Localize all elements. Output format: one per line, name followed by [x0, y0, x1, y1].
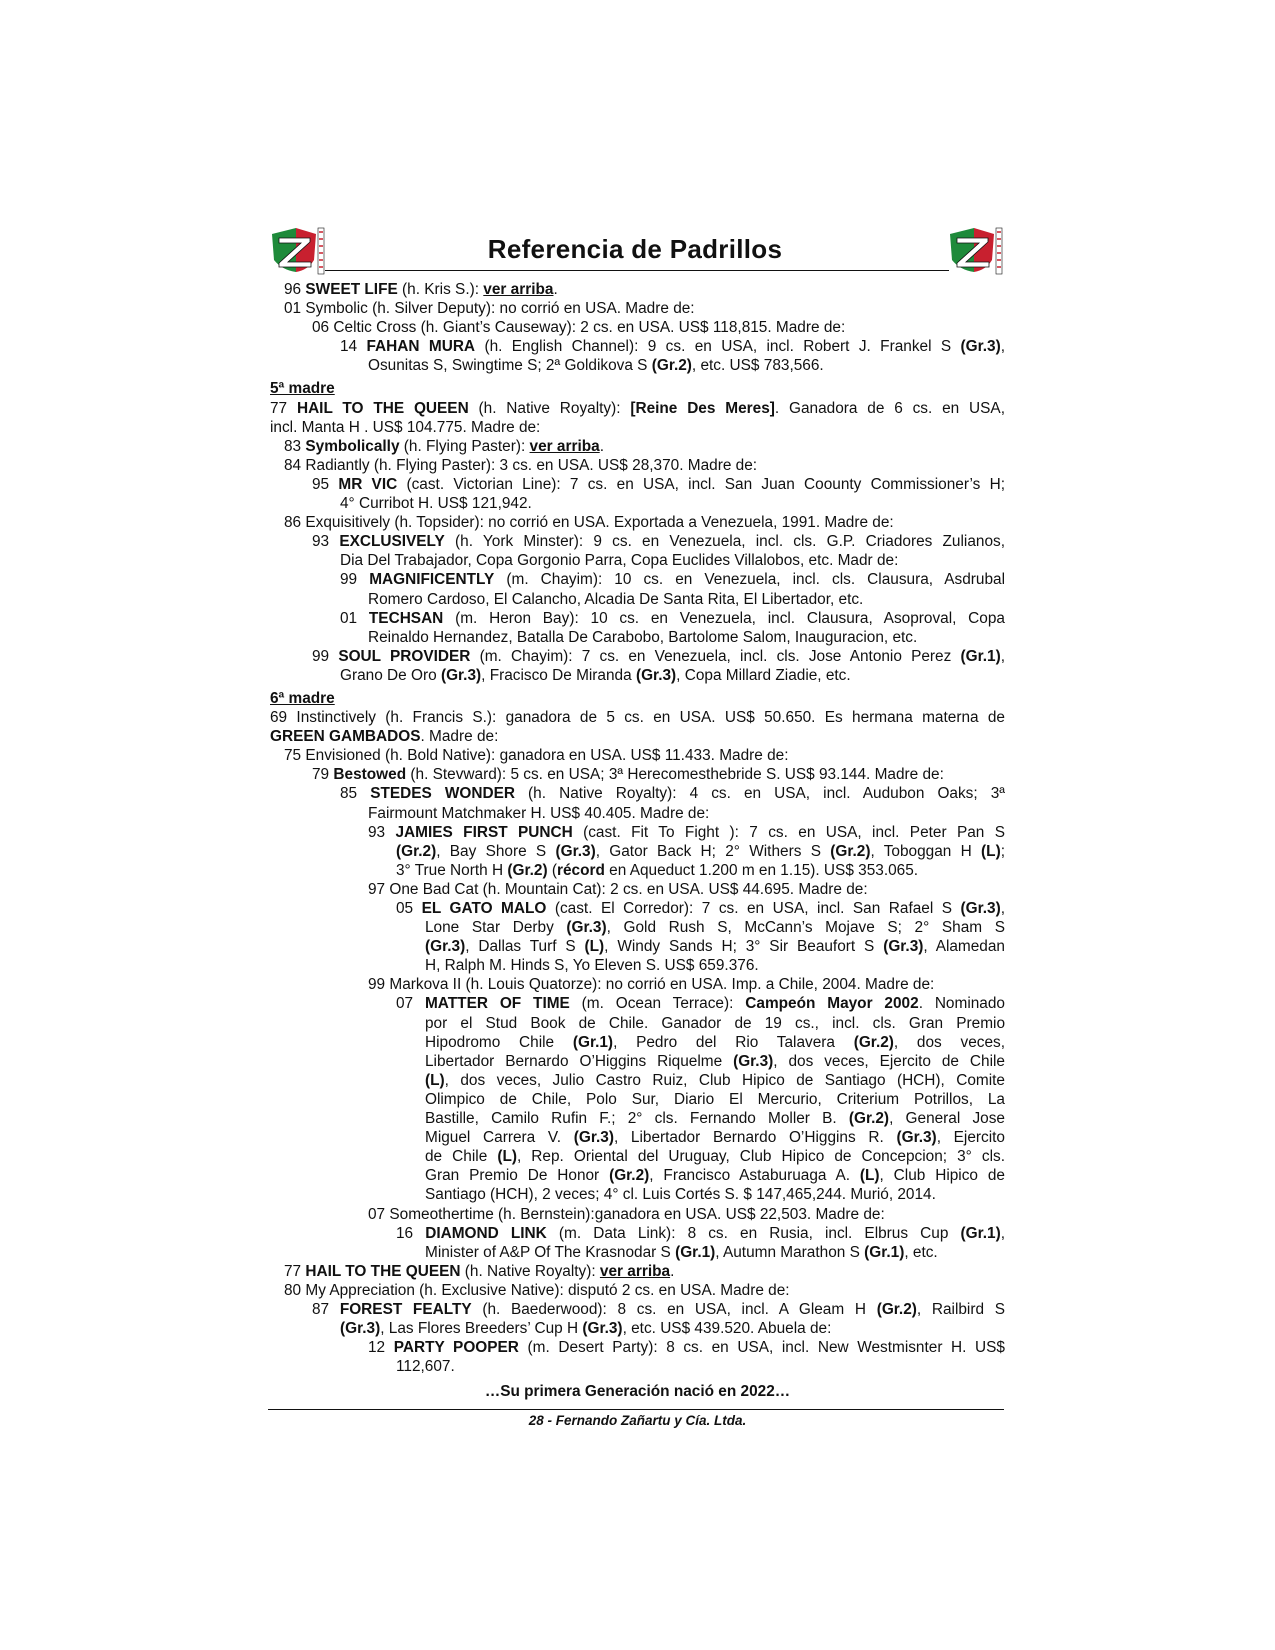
pedigree-line: [270, 280, 1005, 299]
pedigree-line: [270, 356, 1005, 375]
pedigree-line: [270, 513, 1005, 532]
text-run: 97 One Bad Cat (h. Mountain Cat): 2 cs. en USA. US$ 44.695. Madre de:: [368, 880, 868, 898]
bold-text: PARTY POOPER: [393, 1339, 519, 1357]
bold-text: (Gr.1): [572, 1033, 614, 1051]
text-run: , Libertador Bernardo O’Higgins R.: [613, 1129, 897, 1147]
text-run: , etc. US$ 439.520. Abuela de:: [622, 1320, 832, 1338]
text-run: (cast. Fit To Fight ): 7 cs. en USA, incl. Peter Pan S: [572, 823, 1005, 841]
text-run: Osunitas S, Swingtime S; 2ª Goldikova S: [368, 357, 652, 375]
pedigree-line: [270, 1033, 1005, 1052]
text-run: 96: [284, 281, 306, 298]
text-run: de Chile: [425, 1148, 498, 1166]
text-run: 93: [312, 533, 340, 551]
bold-text: STEDES WONDER: [370, 785, 515, 803]
pedigree-line: [270, 804, 1005, 823]
bold-text: (Gr.3): [425, 938, 466, 956]
bold-text: (Gr.3): [960, 338, 1001, 356]
text-run: , Fracisco De Miranda: [481, 666, 636, 684]
text-run: 14: [340, 338, 367, 356]
text-run: Gran Premio De Honor: [425, 1167, 610, 1185]
text-run: (m. Data Link): 8 cs. en Rusia, incl. Elbrus Cup: [546, 1224, 961, 1242]
bold-text: (Gr.3): [960, 900, 1001, 917]
pedigree-line: [270, 1014, 1005, 1033]
pedigree-line: [270, 746, 1005, 765]
pedigree-line: [270, 494, 1005, 513]
text-run: H, Ralph M. Hinds S, Yo Eleven S. US$ 659.376.: [425, 957, 759, 975]
text-run: incl. Manta H . US$ 104.775. Madre de:: [270, 418, 541, 436]
bold-text: (Gr.1): [960, 647, 1001, 665]
text-run: , etc. US$ 783,566.: [691, 357, 824, 375]
text-run: 75 Envisioned (h. Bold Native): ganadora en USA. US$ 11.433. Madre de:: [284, 747, 789, 765]
text-run: Dia Del Trabajador, Copa Gorgonio Parra, Copa Euclides Villalobos, etc. Madr de:: [340, 552, 899, 570]
text-run: 12: [368, 1339, 394, 1357]
text-run: (cast. El Corredor): 7 cs. en USA, incl. San Rafael S: [546, 900, 961, 917]
bold-text: (Gr.3): [883, 938, 924, 956]
text-run: 85: [340, 785, 371, 803]
pedigree-line: [270, 823, 1005, 842]
text-run: 4° Curribot H. US$ 121,942.: [340, 495, 532, 513]
bold-text: Symbolically: [305, 437, 400, 455]
page-title: Referencia de Padrillos: [487, 234, 783, 264]
bold-text: SOUL PROVIDER: [338, 647, 471, 665]
bold-text: (Gr.3): [440, 666, 482, 684]
bold-text: MAGNIFICENTLY: [369, 571, 495, 589]
pedigree-line: [270, 532, 1005, 551]
text-run: 01 Symbolic (h. Silver Deputy): no corrió en USA. Madre de:: [284, 300, 695, 318]
text-run: ,: [1000, 647, 1005, 665]
pedigree-line: [270, 765, 1005, 784]
pedigree-line: [270, 647, 1005, 666]
text-run: , Club Hipico de: [879, 1167, 1005, 1185]
text-run: , Gator Back H; 2° Withers S: [595, 842, 831, 860]
text-run: Olimpico de Chile, Polo Sur, Diario El Mercurio, Criterium Potrillos, La: [425, 1090, 1005, 1108]
closing-note: …Su primera Generación nació en 2022…: [484, 1383, 791, 1400]
text-run: Bastille, Camilo Rufin F.; 2° cls. Fernando Moller B.: [425, 1110, 849, 1128]
pedigree-line: [270, 337, 1005, 356]
text-run: 83: [284, 437, 306, 455]
bold-text: (Gr.2): [396, 842, 437, 860]
pedigree-line: [270, 1090, 1005, 1109]
bold-text: (Gr.2): [609, 1167, 650, 1185]
text-run: 05: [396, 900, 422, 917]
pedigree-line: [270, 1071, 1005, 1090]
pedigree-line: [270, 937, 1005, 956]
text-run: 16: [396, 1224, 426, 1242]
text-run: Lone Star Derby: [425, 919, 567, 937]
pedigree-line: [270, 299, 1005, 318]
bold-text[interactable]: ver arriba: [599, 1262, 671, 1280]
bold-text: (L): [584, 938, 605, 956]
pedigree-line: [270, 437, 1005, 456]
text-run: 80 My Appreciation (h. Exclusive Native): disputó 2 cs. en USA. Madre de:: [284, 1281, 790, 1299]
text-run: , Pedro del Rio Talavera: [613, 1033, 854, 1051]
bold-text: TECHSAN: [368, 609, 444, 627]
text-run: 112,607.: [396, 1358, 455, 1376]
text-run: 99 Markova II (h. Louis Quatorze): no corrió en USA. Imp. a Chile, 2004. Madre de:: [368, 976, 935, 994]
text-run: , Autumn Marathon S: [715, 1243, 865, 1261]
text-run: (h. English Channel): 9 cs. en USA, incl. Robert J. Frankel S: [475, 338, 961, 356]
bold-text: (Gr.1): [960, 1224, 1001, 1242]
pedigree-line: [270, 727, 1005, 746]
text-run: 93: [368, 823, 396, 841]
bold-text: (Gr.2): [651, 357, 692, 375]
text-run: 06 Celtic Cross (h. Giant’s Causeway): 2 cs. en USA. US$ 118,815. Madre de:: [312, 319, 846, 337]
zr-remates-logo-left: [270, 226, 326, 276]
pedigree-line: [270, 1300, 1005, 1319]
footer-divider: [268, 1409, 1004, 1410]
text-run: (m. Chayim): 7 cs. en Venezuela, incl. cls. Jose Antonio Perez: [470, 647, 961, 665]
pedigree-line: [270, 956, 1005, 975]
pedigree-line: [270, 551, 1005, 570]
bold-text: JAMIES FIRST PUNCH: [395, 823, 573, 841]
bold-text: FAHAN MURA: [366, 338, 476, 356]
text-run: , Gold Rush S, McCann’s Mojave S; 2° Sham S: [606, 919, 1005, 937]
pedigree-line: [270, 842, 1005, 861]
text-run: , Las Flores Breeders’ Cup H: [380, 1320, 583, 1338]
bold-text: [Reine Des Meres]: [630, 399, 775, 417]
text-run: Reinaldo Hernandez, Batalla De Carabobo, Bartolome Salom, Inauguracion, etc.: [368, 628, 918, 646]
bold-text: (Gr.3): [566, 919, 607, 937]
text-run: (h. Native Royalty):: [460, 1262, 600, 1280]
bold-text: (Gr.2): [876, 1300, 917, 1318]
text-run: (h. Kris S.):: [397, 281, 484, 298]
bold-text: (L): [859, 1167, 880, 1185]
text-run: .: [670, 1262, 675, 1280]
pedigree-line: [270, 1052, 1005, 1071]
text-run: , Rep. Oriental del Uruguay, Club Hipico de Concepcion; 3° cls.: [516, 1148, 1005, 1166]
pedigree-line: [270, 918, 1005, 937]
section-heading: [270, 379, 1005, 398]
text-run: ,: [1000, 1224, 1005, 1242]
bold-text[interactable]: ver arriba: [529, 437, 600, 455]
text-run: ,: [1000, 900, 1005, 917]
text-run: 99: [312, 647, 339, 665]
pedigree-line: [270, 628, 1005, 647]
bold-text: (Gr.3): [555, 842, 596, 860]
text-run: (m. Desert Party): 8 cs. en USA, incl. New Westmisnter H. US$: [518, 1339, 1005, 1357]
pedigree-line: [270, 475, 1005, 494]
text-run: , Toboggan H: [870, 842, 982, 860]
text-run: . Nominado: [918, 995, 1005, 1013]
heading-text: 5ª madre: [270, 380, 335, 398]
text-run: , Alamedan: [923, 938, 1005, 956]
text-run: , Ejercito: [936, 1129, 1005, 1147]
pedigree-line: [270, 1281, 1005, 1300]
pedigree-line: [270, 975, 1005, 994]
pedigree-line: [270, 590, 1005, 609]
pedigree-line: [270, 318, 1005, 337]
pedigree-line: [270, 861, 1005, 880]
text-run: 86 Exquisitively (h. Topsider): no corrió en USA. Exportada a Venezuela, 1991. Madre de:: [284, 514, 894, 532]
pedigree-line: [270, 899, 1005, 918]
bold-text: (Gr.3): [573, 1129, 614, 1147]
text-run: (: [547, 861, 557, 879]
heading-text: 6ª madre: [270, 689, 335, 707]
section-heading: [270, 689, 1005, 708]
text-run: , etc.: [904, 1243, 938, 1261]
pedigree-line: [270, 1147, 1005, 1166]
bold-text: Campeón Mayor 2002: [745, 995, 919, 1013]
bold-text: (L): [425, 1071, 445, 1089]
bold-text: DIAMOND LINK: [425, 1224, 547, 1242]
text-run: (h. Baederwood): 8 cs. en USA, incl. A Gleam H: [471, 1300, 877, 1318]
text-run: , Railbird S: [916, 1300, 1005, 1318]
pedigree-line: [270, 1243, 1005, 1262]
title-underline: [325, 270, 949, 271]
text-run: 01: [340, 609, 369, 627]
bold-text: (L): [981, 842, 1001, 860]
text-run: . Ganadora de 6 cs. en USA,: [774, 399, 1005, 417]
text-run: Grano De Oro: [340, 666, 441, 684]
bold-text: HAIL TO THE QUEEN: [305, 1262, 461, 1280]
text-run: Romero Cardoso, El Calancho, Alcadia De Santa Rita, El Libertador, etc.: [368, 590, 864, 608]
pedigree-line: [270, 609, 1005, 628]
bold-text: (Gr.1): [675, 1243, 716, 1261]
text-run: (h. Native Royalty):: [468, 399, 631, 417]
text-run: (m. Chayim): 10 cs. en Venezuela, incl. cls. Clausura, Asdrubal: [494, 571, 1005, 589]
pedigree-line: [270, 784, 1005, 803]
text-run: (m. Ocean Terrace):: [569, 995, 746, 1013]
bold-text: (Gr.3): [635, 666, 677, 684]
text-run: 07: [396, 995, 425, 1013]
pedigree-line: [270, 1357, 1005, 1376]
bold-text: récord: [556, 861, 605, 879]
bold-text: (L): [497, 1148, 517, 1166]
bold-text: Bestowed: [333, 766, 407, 784]
text-run: , Bay Shore S: [436, 842, 556, 860]
bold-text: HAIL TO THE QUEEN: [296, 399, 469, 417]
text-run: Libertador Bernardo O’Higgins Riquelme: [425, 1052, 734, 1070]
pedigree-line: [270, 994, 1005, 1013]
text-run: , Windy Sands H; 3° Sir Beaufort S: [604, 938, 884, 956]
bold-text: MATTER OF TIME: [424, 995, 570, 1013]
text-run: (h. Stevward): 5 cs. en USA; 3ª Herecomesthebride S. US$ 93.144. Madre de:: [406, 766, 944, 784]
bold-text: FOREST FEALTY: [339, 1300, 472, 1318]
pedigree-line: [270, 666, 1005, 685]
page-footer: 28 - Fernando Zañartu y Cía. Ltda.: [528, 1413, 747, 1428]
bold-text: (Gr.2): [507, 861, 548, 879]
text-run: (m. Heron Bay): 10 cs. en Venezuela, incl. Clausura, Asoproval, Copa: [443, 609, 1005, 627]
pedigree-line: [270, 1109, 1005, 1128]
text-run: 95: [312, 475, 339, 493]
text-run: Miguel Carrera V.: [425, 1129, 574, 1147]
pedigree-line: [270, 1262, 1005, 1281]
text-run: . Madre de:: [420, 728, 499, 746]
text-run: (cast. Victorian Line): 7 cs. en USA, incl. San Juan Coounty Commissioner’s H;: [397, 475, 1005, 493]
text-run: 07 Someothertime (h. Bernstein):ganadora en USA. US$ 22,503. Madre de:: [368, 1205, 885, 1223]
bold-text: (Gr.3): [896, 1129, 937, 1147]
pedigree-line: [270, 418, 1005, 437]
text-run: (h. Native Royalty): 4 cs. en USA, incl. Audubon Oaks; 3ª: [514, 785, 1005, 803]
text-run: 79: [312, 766, 334, 784]
pedigree-line: [270, 1128, 1005, 1147]
text-run: 87: [312, 1300, 340, 1318]
text-run: por el Stud Book de Chile. Ganador de 19 cs., incl. cls. Gran Premio: [425, 1014, 1005, 1032]
pedigree-line: [270, 1166, 1005, 1185]
pedigree-line: [270, 456, 1005, 475]
zr-remates-logo-right: [948, 226, 1004, 276]
text-run: Minister of A&P Of The Krasnodar S: [425, 1243, 676, 1261]
text-run: (h. Flying Paster):: [399, 437, 530, 455]
bold-text: EXCLUSIVELY: [339, 533, 445, 551]
pedigree-text: [270, 280, 1005, 1376]
bold-text: GREEN GAMBADOS: [270, 728, 421, 746]
bold-text: (Gr.3): [733, 1052, 774, 1070]
text-run: .: [599, 437, 604, 455]
text-run: (h. York Minster): 9 cs. en Venezuela, incl. cls. G.P. Criadores Zulianos,: [444, 533, 1005, 551]
text-run: , Copa Millard Ziadie, etc.: [676, 666, 851, 684]
text-run: 77: [284, 1262, 306, 1280]
bold-text: SWEET LIFE: [305, 281, 398, 298]
text-run: , dos veces, Julio Castro Ruiz, Club Hipico de Santiago (HCH), Comite: [444, 1071, 1005, 1089]
pedigree-line: [270, 1205, 1005, 1224]
pedigree-line: [270, 1224, 1005, 1243]
text-run: , dos veces, Ejercito de Chile: [773, 1052, 1005, 1070]
bold-text: (Gr.2): [853, 1033, 894, 1051]
bold-text: (Gr.3): [340, 1320, 381, 1338]
text-run: 99: [340, 571, 370, 589]
text-run: , Francisco Astaburuaga A.: [649, 1167, 860, 1185]
text-run: , General Jose: [889, 1110, 1005, 1128]
text-run: , Dallas Turf S: [465, 938, 585, 956]
text-run: 77: [270, 399, 297, 417]
pedigree-line: [270, 1185, 1005, 1204]
text-run: ,: [1000, 338, 1005, 356]
bold-text[interactable]: ver arriba: [483, 281, 554, 298]
pedigree-line: [270, 880, 1005, 899]
bold-text: MR VIC: [338, 475, 398, 493]
text-run: Hipodromo Chile: [425, 1033, 573, 1051]
text-run: ;: [1000, 842, 1005, 860]
text-run: Santiago (HCH), 2 veces; 4° cl. Luis Cortés S. $ 147,465,244. Murió, 2014.: [425, 1186, 936, 1204]
bold-text: (Gr.3): [582, 1320, 623, 1338]
pedigree-line: [270, 708, 1005, 727]
text-run: 69 Instinctively (h. Francis S.): ganadora de 5 cs. en USA. US$ 50.650. Es hermana materna de: [270, 709, 1005, 727]
bold-text: (Gr.2): [848, 1110, 890, 1128]
pedigree-line: [270, 399, 1005, 418]
pedigree-line: [270, 1338, 1005, 1357]
text-run: Fairmount Matchmaker H. US$ 40.405. Madre de:: [368, 804, 710, 822]
pedigree-line: [270, 1319, 1005, 1338]
text-run: .: [553, 281, 558, 298]
text-run: 3° True North H: [396, 861, 508, 879]
text-run: , dos veces,: [893, 1033, 1005, 1051]
bold-text: (Gr.2): [830, 842, 871, 860]
bold-text: EL GATO MALO: [421, 900, 547, 917]
bold-text: (Gr.1): [864, 1243, 905, 1261]
pedigree-line: [270, 570, 1005, 589]
text-run: 84 Radiantly (h. Flying Paster): 3 cs. en USA. US$ 28,370. Madre de:: [284, 456, 758, 474]
text-run: en Aqueduct 1.200 m en 1.15). US$ 353.065.: [604, 861, 919, 879]
